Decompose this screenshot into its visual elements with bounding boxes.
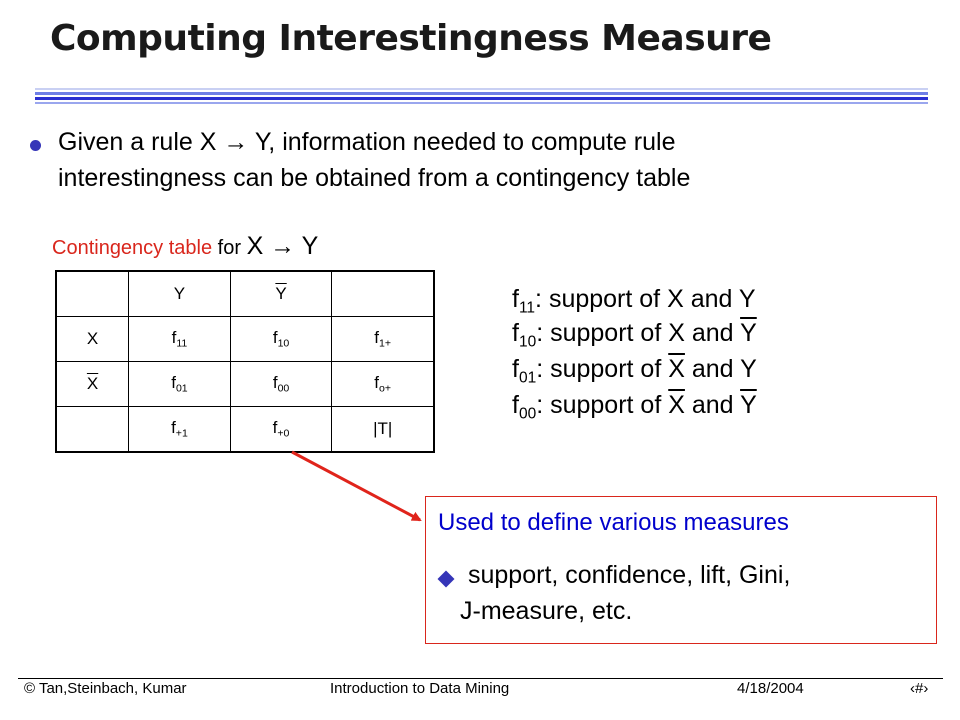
footer-date: 4/18/2004 [737,680,804,697]
legend-line-f10: $f_{10}$: support of X and $\overline{Y}$ [512,319,757,351]
bullet-text-line-2: interestingness can be obtained from a contingency table [58,164,691,192]
diamond-bullet-icon [438,571,455,588]
footer-course-title: Introduction to Data Mining [330,680,510,697]
legend-line-f11: $f_{11}$: support of X and Y [512,285,756,317]
callout-box [425,496,937,644]
callout-line-2: J-measure, etc. [460,597,633,625]
footer-page-number: ‹#› [910,680,929,697]
legend-line-f01: $f_{01}$: support of $\overline{X}$ and Y [512,355,757,387]
slide-title: Computing Interestingness Measure [50,18,772,59]
table-cell-f00: $f_{00}$ [230,362,332,407]
table-caption-rule: X → Y [246,232,319,260]
table-cell-fplus0: $f_{+0}$ [230,407,332,453]
table-cell-f11: $f_{11}$ [129,317,231,362]
bullet-text-line-1: Given a rule X → Y, information needed to compute rule [58,128,676,156]
legend-line-f00: $f_{00}$: support of $\overline{X}$ and $\overline{Y}$ [512,391,757,423]
footer-copyright: © Tan,Steinbach, Kumar [24,680,187,697]
table-cell-fplus1: $f_{+1}$ [129,407,231,453]
table-cell-fo-plus: $f_{o+}$ [332,362,434,407]
table-row-label-not-x: $\overline{X}$ [56,362,129,407]
table-cell-total: |T| [332,407,434,453]
table-cell-f10: $f_{10}$ [230,317,332,362]
table-header-y: Y [129,271,231,317]
table-caption-for: for [212,237,247,259]
table-cell-f01: $f_{01}$ [129,362,231,407]
footer-divider [18,678,943,679]
callout-title: Used to define various measures [438,509,789,536]
table-cell-f1plus: $f_{1+}$ [332,317,434,362]
table-header-not-y: $\overline{Y}$ [230,271,332,317]
table-caption-label: Contingency table [52,237,213,259]
callout-line-1: support, confidence, lift, Gini, [468,561,791,589]
table-row-label-x: X [56,317,129,362]
